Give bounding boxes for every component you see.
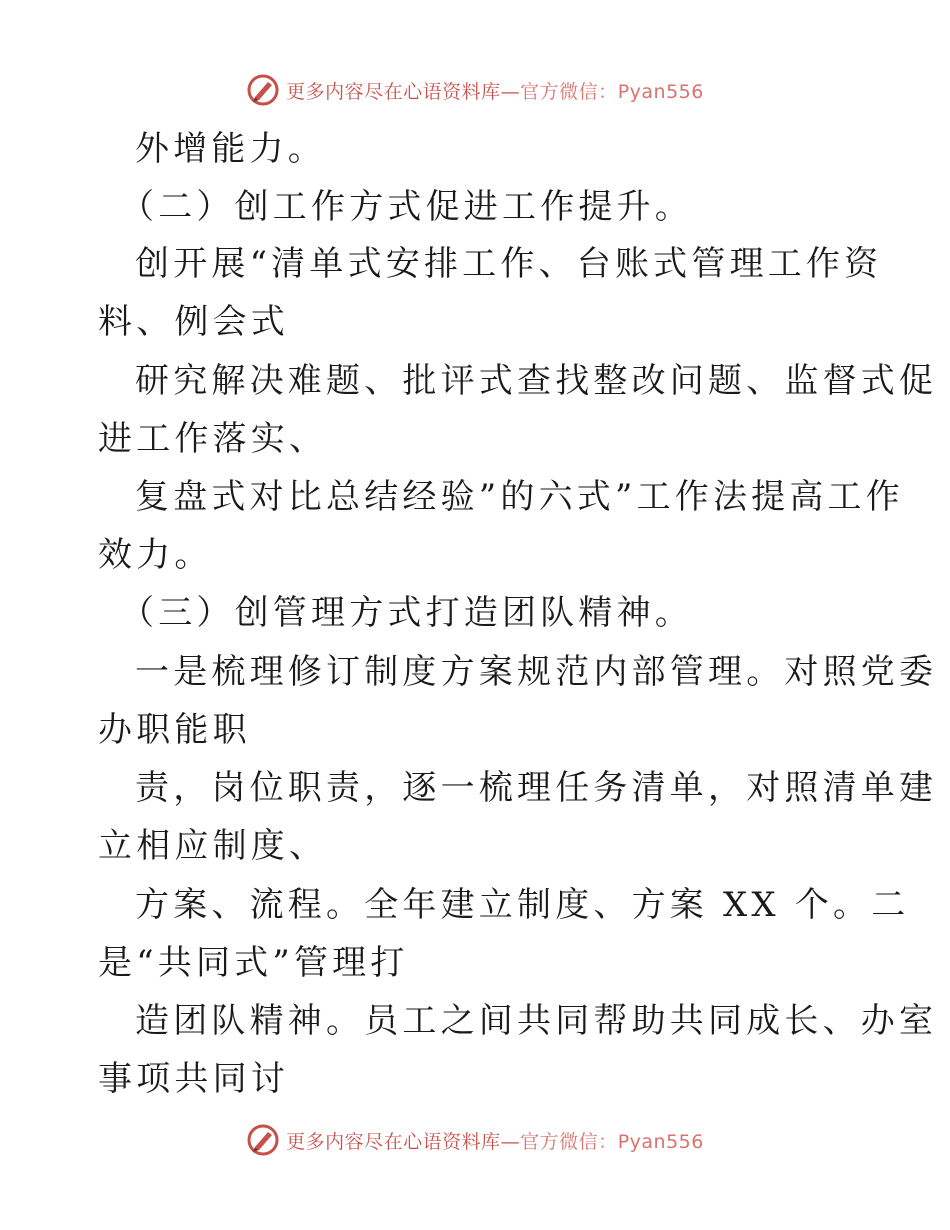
pen-logo-icon: [246, 1123, 280, 1157]
header-watermark-banner: [0, 70, 950, 110]
body-line: 办职能职: [98, 710, 251, 750]
watermark-main-text: 更多内容尽在心语资料库: [286, 1130, 501, 1153]
body-line: 是“共同式”管理打: [98, 943, 409, 983]
body-line: 方案、流程。全年建立制度、方案 XX 个。二: [135, 885, 910, 925]
body-line: 料、例会式: [98, 302, 289, 342]
watermark-wechat-id: Pyan556: [617, 1130, 704, 1153]
watermark-wechat-label: 官方微信：: [520, 80, 618, 103]
body-line: 立相应制度、: [98, 826, 328, 866]
body-line: 进工作落实、: [98, 419, 328, 459]
watermark-main-text: 更多内容尽在心语资料库: [286, 80, 501, 103]
body-line: 一是梳理修订制度方案规范内部管理。对照党委: [135, 652, 938, 692]
footer-watermark-banner: [0, 1120, 950, 1160]
watermark-text: [286, 1127, 704, 1154]
body-line: 外增能力。: [135, 129, 326, 169]
body-line: 效力。: [98, 535, 213, 575]
body-line: （三）创管理方式打造团队精神。: [120, 593, 693, 633]
body-line: 事项共同讨: [98, 1059, 289, 1099]
body-line: （二）创工作方式促进工作提升。: [120, 187, 693, 227]
watermark-separator: —: [500, 80, 521, 103]
watermark-wechat-id: Pyan556: [617, 80, 704, 103]
pen-logo-icon: [246, 73, 280, 107]
body-line: 研究解决难题、批评式查找整改问题、监督式促: [135, 361, 938, 401]
body-line: 创开展“清单式安排工作、台账式管理工作资: [135, 244, 883, 284]
watermark-separator: —: [500, 1130, 521, 1153]
body-line: 责，岗位职责，逐一梳理任务清单，对照清单建: [135, 768, 938, 808]
body-line: 造团队精神。员工之间共同帮助共同成长、办室: [135, 1001, 938, 1041]
body-line: 复盘式对比总结经验”的六式”工作法提高工作: [135, 477, 904, 517]
watermark-text: [286, 77, 704, 104]
watermark-wechat-label: 官方微信：: [520, 1130, 618, 1153]
